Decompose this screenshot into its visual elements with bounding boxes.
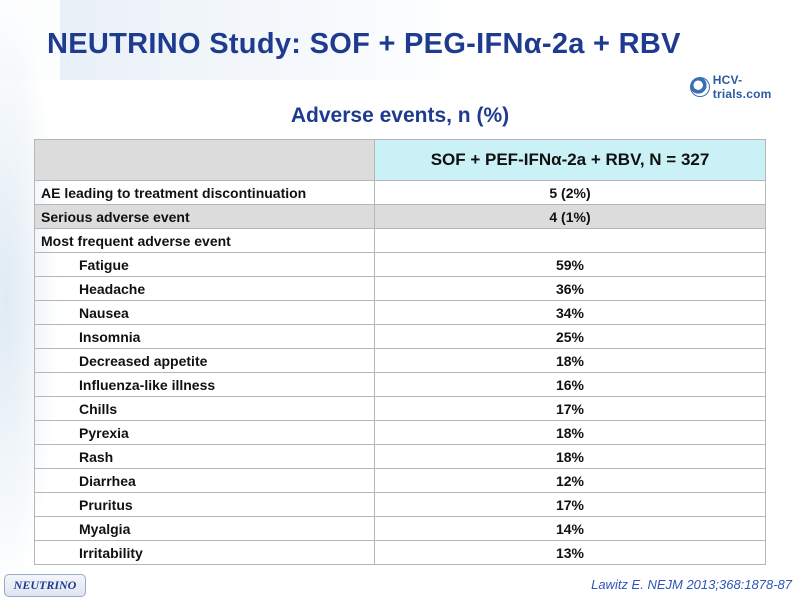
- hcv-trials-logo-icon: [690, 77, 710, 97]
- row-label: Insomnia: [35, 325, 375, 349]
- table-row: [35, 277, 766, 301]
- citation: Lawitz E. NEJM 2013;368:1878-87: [591, 577, 792, 592]
- row-value: 13%: [375, 541, 766, 565]
- table-subtitle: Adverse events, n (%): [290, 104, 510, 127]
- table-row: [35, 253, 766, 277]
- table-row: [35, 205, 766, 229]
- table-row: [35, 421, 766, 445]
- table-row: [35, 325, 766, 349]
- table-row: [35, 181, 766, 205]
- row-label: Nausea: [35, 301, 375, 325]
- row-value: [375, 229, 766, 253]
- row-value: 59%: [375, 253, 766, 277]
- table-row: [35, 349, 766, 373]
- header-blank-cell: [35, 140, 375, 181]
- table-row: [35, 469, 766, 493]
- row-label: Chills: [35, 397, 375, 421]
- row-label: Most frequent adverse event: [35, 229, 375, 253]
- row-value: 18%: [375, 445, 766, 469]
- row-label: Irritability: [35, 541, 375, 565]
- table-header-row: [35, 140, 766, 181]
- slide-title: NEUTRINO Study: SOF + PEG-IFNα-2a + RBV: [47, 28, 681, 60]
- adverse-events-table: [34, 139, 766, 565]
- row-value: 12%: [375, 469, 766, 493]
- table-row: [35, 301, 766, 325]
- table-row: [35, 373, 766, 397]
- table-row: [35, 541, 766, 565]
- hcv-trials-logo: [690, 73, 800, 101]
- row-label: Pruritus: [35, 493, 375, 517]
- table-row: [35, 229, 766, 253]
- row-value: 17%: [375, 493, 766, 517]
- row-value: 36%: [375, 277, 766, 301]
- row-label: Headache: [35, 277, 375, 301]
- row-value: 25%: [375, 325, 766, 349]
- row-label: AE leading to treatment discontinuation: [35, 181, 375, 205]
- row-label: Rash: [35, 445, 375, 469]
- row-value: 14%: [375, 517, 766, 541]
- row-label: Serious adverse event: [35, 205, 375, 229]
- row-value: 34%: [375, 301, 766, 325]
- table-row: [35, 517, 766, 541]
- row-value: 4 (1%): [375, 205, 766, 229]
- column-header: SOF + PEF-IFNα-2a + RBV, N = 327: [375, 140, 766, 181]
- study-badge: NEUTRINO: [4, 574, 86, 597]
- logo-text: HCV-trials.com: [712, 73, 772, 101]
- row-label: Diarrhea: [35, 469, 375, 493]
- table-row: [35, 445, 766, 469]
- row-value: 5 (2%): [375, 181, 766, 205]
- row-value: 18%: [375, 349, 766, 373]
- row-value: 18%: [375, 421, 766, 445]
- row-label: Fatigue: [35, 253, 375, 277]
- row-label: Influenza-like illness: [35, 373, 375, 397]
- table-row: [35, 397, 766, 421]
- row-value: 17%: [375, 397, 766, 421]
- row-value: 16%: [375, 373, 766, 397]
- row-label: Myalgia: [35, 517, 375, 541]
- table-row: [35, 493, 766, 517]
- row-label: Pyrexia: [35, 421, 375, 445]
- row-label: Decreased appetite: [35, 349, 375, 373]
